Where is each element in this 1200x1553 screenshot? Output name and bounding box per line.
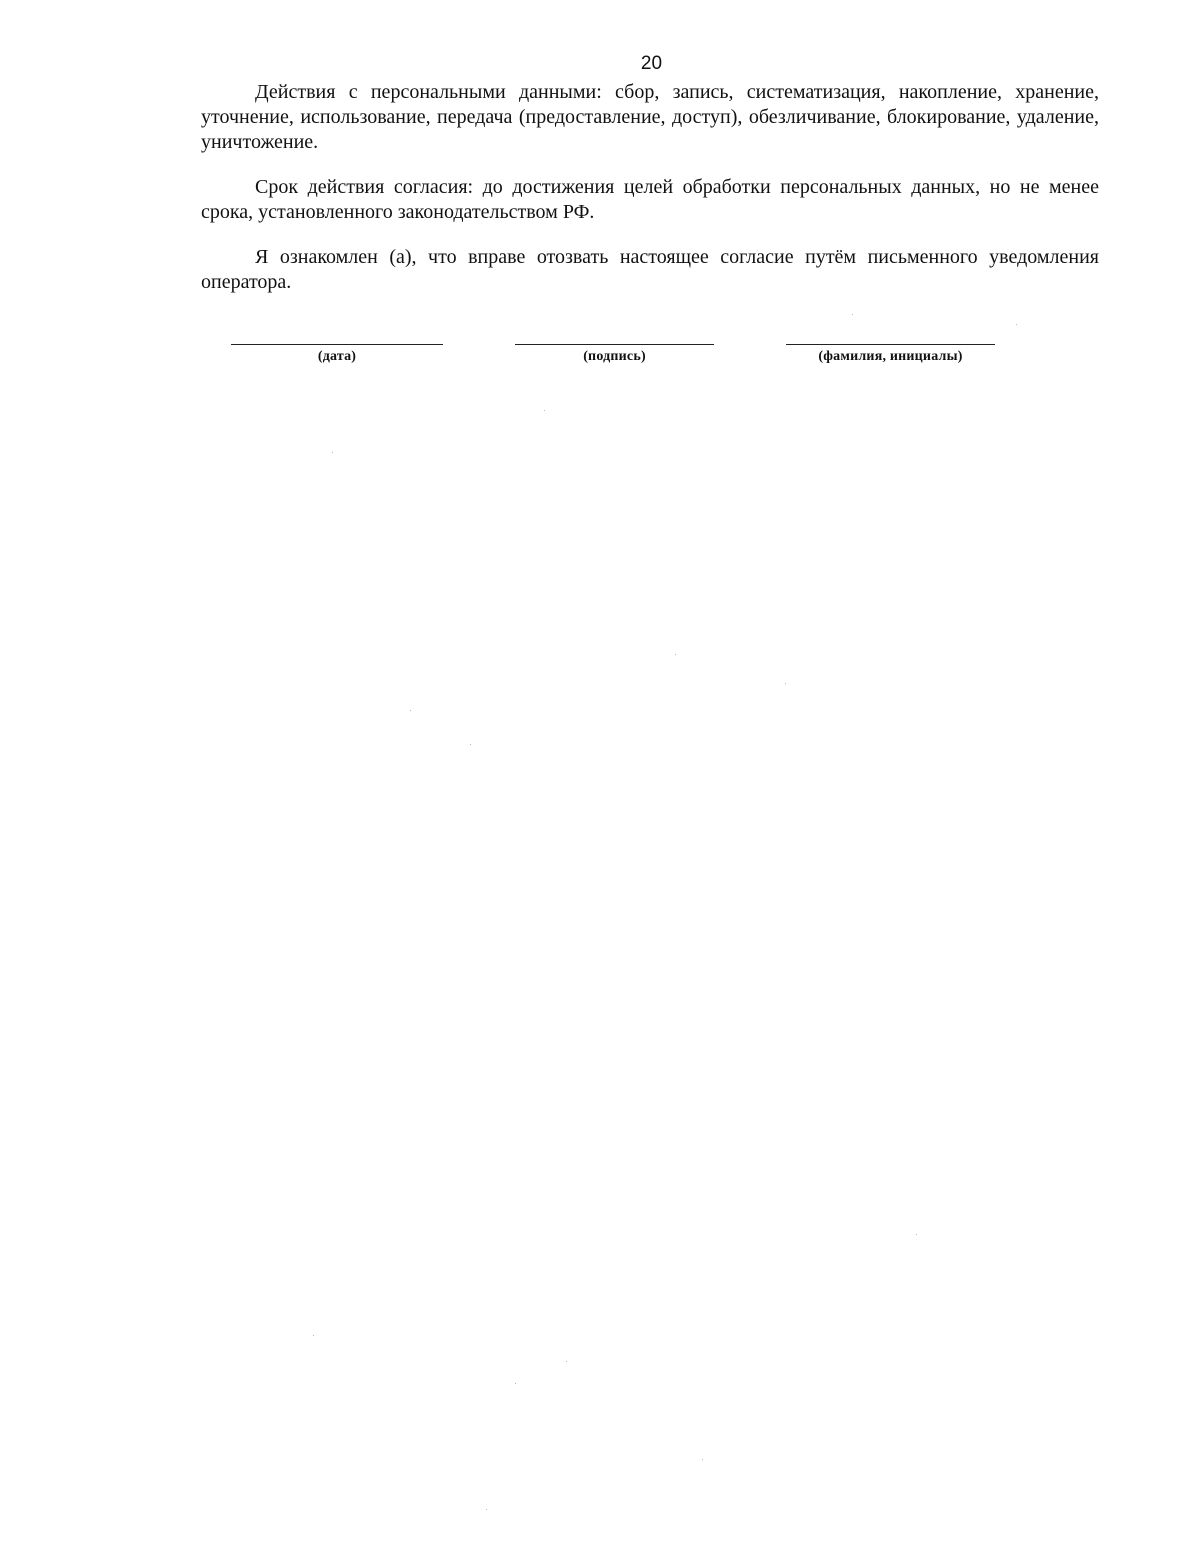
scan-speck <box>675 654 676 655</box>
paragraph-consent-term: Срок действия согласия: до достижения целей обработки персональных данных, но не менее срока, установленного законодательством РФ. <box>201 176 1099 223</box>
scan-speck <box>785 683 786 684</box>
scan-speck <box>544 410 545 411</box>
date-caption: (дата) <box>317 349 357 364</box>
scan-speck <box>470 744 471 745</box>
scan-speck <box>916 1234 917 1235</box>
date-field <box>231 344 443 365</box>
scan-speck <box>702 1459 703 1460</box>
scan-speck <box>313 1335 314 1336</box>
name-field <box>786 344 995 365</box>
paragraph-withdrawal-notice: Я ознакомлен (а), что вправе отозвать настоящее согласие путём письменного уведомления оператора. <box>201 246 1099 293</box>
scan-speck <box>332 452 333 453</box>
name-caption: (фамилия, инициалы) <box>818 349 963 364</box>
scan-speck <box>852 314 853 315</box>
scan-speck <box>486 1509 487 1510</box>
scan-speck <box>1016 324 1017 325</box>
scan-speck <box>566 1361 567 1362</box>
scan-speck <box>515 1383 516 1384</box>
paragraph-data-actions: Действия с персональными данными: сбор, запись, систематизация, накопление, хранение, уточнение, использование, передача (предоставление, доступ), обезличивание, блокирование, удаление, уничтожение. <box>201 81 1099 153</box>
signature-caption: (подпись) <box>583 349 646 364</box>
signature-line <box>515 344 714 345</box>
scan-speck <box>410 710 411 711</box>
name-line <box>786 344 995 345</box>
page-number: 20 <box>640 53 663 74</box>
date-line <box>231 344 443 345</box>
signature-field <box>515 344 714 365</box>
